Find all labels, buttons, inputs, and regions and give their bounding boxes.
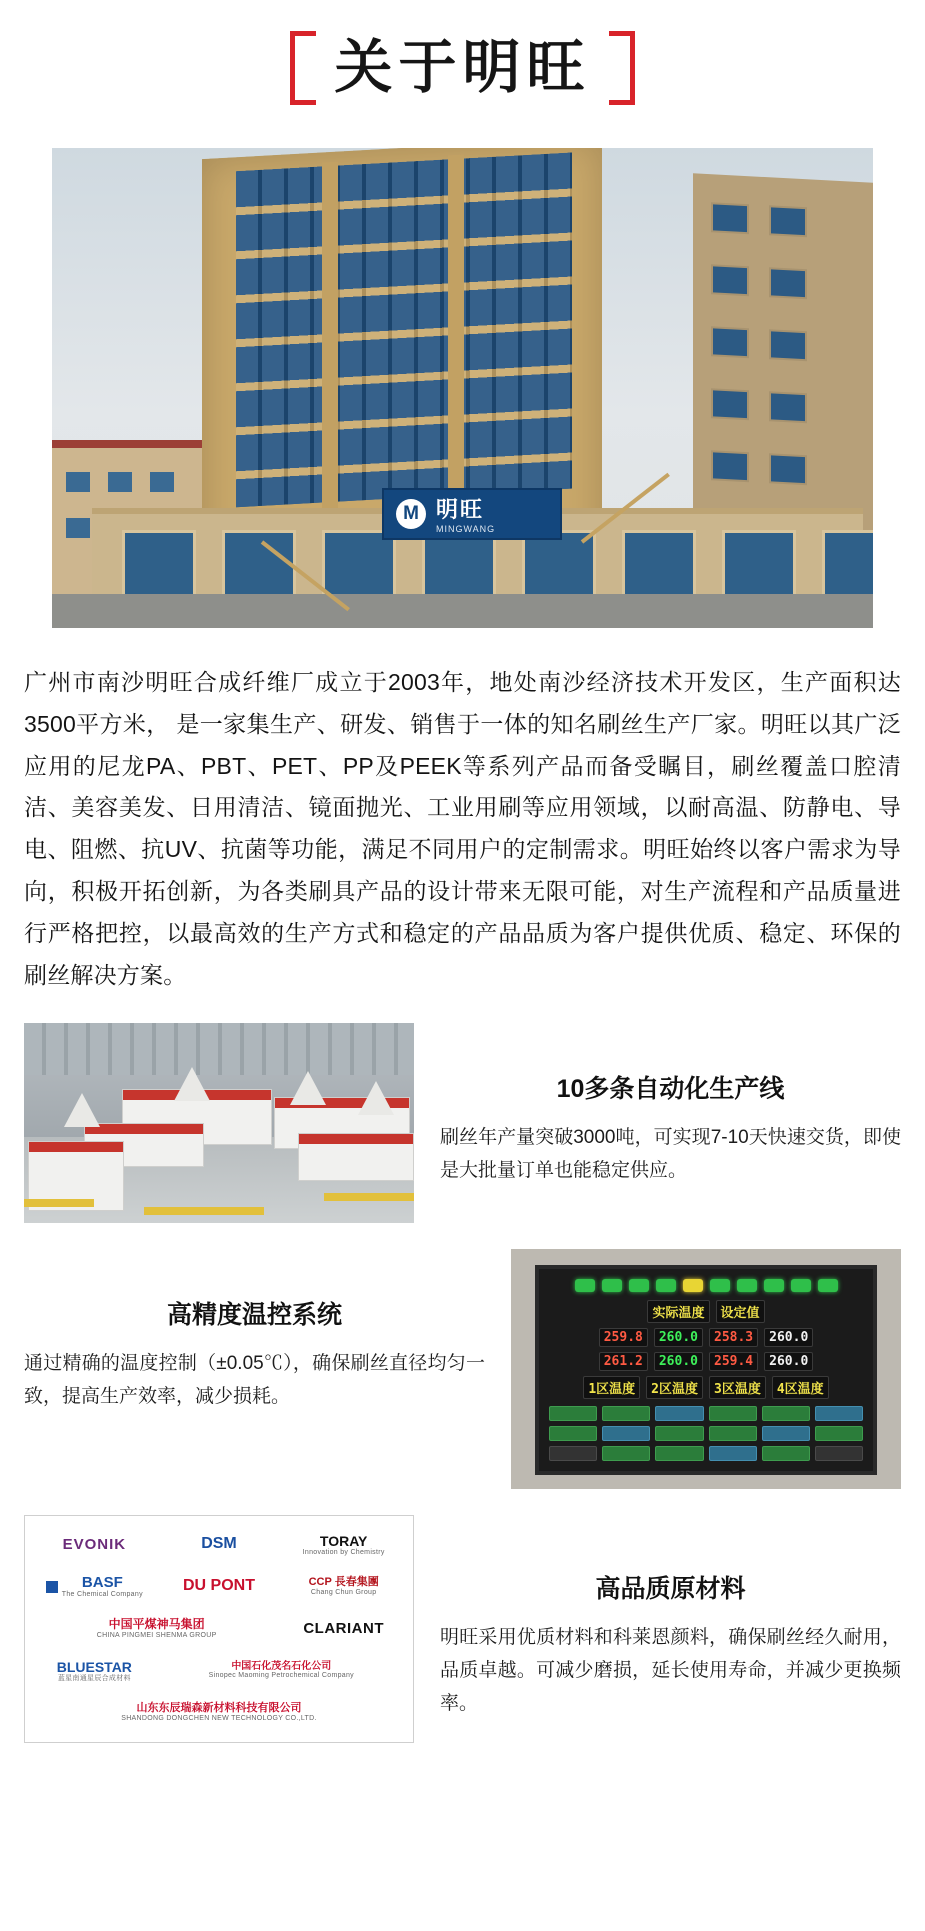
street-foreground (52, 594, 873, 628)
page-title-text: 关于明旺 (334, 35, 591, 100)
panel-button[interactable] (815, 1406, 863, 1421)
readout-value: 259.8 (599, 1328, 648, 1347)
readout-value: 260.0 (764, 1328, 813, 1347)
readout-value: 260.0 (654, 1328, 703, 1347)
signboard-english-name: MINGWANG (436, 524, 496, 535)
logo-dupont: DU PONT (182, 1577, 255, 1595)
zone-label: 3区温度 (709, 1376, 766, 1399)
logo-toray: TORAY Innovation by Chemistry (302, 1532, 385, 1556)
panel-button-grid[interactable] (549, 1406, 863, 1461)
hall-ceiling (24, 1023, 414, 1075)
readout-row-zone-labels (549, 1376, 863, 1399)
logo-basf: BASF The Chemical Company (37, 1572, 152, 1602)
mingwang-logo-icon: M (396, 499, 426, 529)
zone-label: 4区温度 (772, 1376, 829, 1399)
panel-button[interactable] (815, 1446, 863, 1461)
panel-button[interactable] (655, 1446, 703, 1461)
extrusion-machine (298, 1133, 414, 1181)
logo-sinopec-maoming: 中国石化茂名石化公司 Sinopec Maoming Petrochemical Company (208, 1660, 354, 1680)
logo-pingmei-shenma: 中国平煤神马集团 CHINA PINGMEI SHENMA GROUP (96, 1616, 217, 1639)
panel-button[interactable] (762, 1426, 810, 1441)
panel-button[interactable] (655, 1406, 703, 1421)
feature-body: 通过精确的温度控制（±0.05℃），确保刷丝直径均匀一致，提高生产效率，减少损耗。 (24, 1352, 485, 1407)
logo-dongchen-ruisen: 山东东辰瑞森新材料科技有限公司 SHANDONG DONGCHEN NEW TECHNOLOGY CO.,LTD. (121, 1702, 317, 1722)
panel-button[interactable] (602, 1446, 650, 1461)
company-intro-paragraph: 广州市南沙明旺合成纤维厂成立于2003年，地处南沙经济技术开发区，生产面积达3500平方米， 是一家集生产、研发、销售于一体的知名刷丝生产厂家。明旺以其广泛应用的尼龙PA、PBT、PET、PP及PEEK等系列产品而备受瞩目，刷丝覆盖口腔清洁、美容美发、日用清洁、镜面抛光、工业用刷等应用领域，以耐高温、防静电、导电、阻燃、抗UV、抗菌等功能，满足不同用户的定制需求。明旺始终以客户需求为导向，积极开拓创新，为各类刷具产品的设计带来无限可能，对生产流程和产品质量进行严格把控，以最高效的生产方式和稳定的产品品质为客户提供优质、稳定、环保的刷丝解决方案。 (24, 668, 901, 988)
readout-value: 259.4 (709, 1352, 758, 1371)
zone-label: 1区温度 (583, 1376, 640, 1399)
control-panel-photo (511, 1249, 901, 1489)
panel-button[interactable] (762, 1446, 810, 1461)
hopper-cone (290, 1071, 326, 1105)
panel-button[interactable] (709, 1406, 757, 1421)
readout-label: 设定值 (716, 1300, 765, 1323)
panel-button[interactable] (602, 1406, 650, 1421)
production-line-photo (24, 1023, 414, 1223)
feature-text-production-lines (440, 1023, 901, 1188)
page-title (290, 36, 634, 100)
readout-value: 261.2 (599, 1352, 648, 1371)
logo-dsm: DSM (201, 1535, 237, 1553)
feature-title: 10多条自动化生产线 (556, 1074, 785, 1103)
bracket-left-decoration (290, 31, 316, 105)
indicator-lamp-row (549, 1279, 863, 1292)
panel-button[interactable] (549, 1446, 597, 1461)
company-signboard (382, 488, 562, 540)
feature-body: 刷丝年产量突破3000吨，可实现7-10天快速交货，即使是大批量订单也能稳定供应。 (440, 1126, 901, 1181)
panel-button[interactable] (549, 1406, 597, 1421)
glass-curtain-wall (236, 152, 572, 507)
feature-body: 明旺采用优质材料和科莱恩颜料，确保刷丝经久耐用，品质卓越。可减少磨损，延长使用寿命，并减少更换频率。 (440, 1626, 901, 1715)
readout-value: 260.0 (764, 1352, 813, 1371)
hopper-cone (358, 1081, 394, 1115)
feature-raw-materials (24, 1515, 901, 1743)
logo-ccp: CCP 長春集團 Chang Chun Group (308, 1576, 379, 1596)
floor-marking (144, 1207, 264, 1215)
facade-strip (322, 161, 338, 512)
readout-value: 260.0 (654, 1352, 703, 1371)
readout-row-labels (549, 1300, 863, 1323)
floor-marking (24, 1199, 94, 1207)
logo-bluestar: BLUESTAR 蓝星南通星辰合成材料 (56, 1658, 132, 1682)
feature-title: 高品质原材料 (595, 1574, 746, 1603)
feature-production-lines (24, 1023, 901, 1223)
readout-row-1 (549, 1328, 863, 1347)
supplier-logo-wall (24, 1515, 414, 1743)
feature-text-temperature-control (24, 1249, 485, 1414)
control-panel-enclosure (535, 1265, 877, 1475)
hopper-cone (174, 1067, 210, 1101)
panel-button[interactable] (709, 1446, 757, 1461)
panel-button[interactable] (709, 1426, 757, 1441)
readout-row-2 (549, 1352, 863, 1371)
page-title-section (0, 0, 925, 118)
readout-value: 258.3 (709, 1328, 758, 1347)
feature-temperature-control (24, 1249, 901, 1489)
panel-button[interactable] (655, 1426, 703, 1441)
hopper-cone (64, 1093, 100, 1127)
panel-button[interactable] (815, 1426, 863, 1441)
readout-label: 实际温度 (647, 1300, 709, 1323)
signboard-chinese-name: 明旺 (436, 497, 485, 523)
feature-title: 高精度温控系统 (166, 1300, 342, 1329)
panel-button[interactable] (602, 1426, 650, 1441)
panel-button[interactable] (762, 1406, 810, 1421)
bracket-right-decoration (609, 31, 635, 105)
logo-clariant: CLARIANT (303, 1620, 384, 1638)
floor-marking (324, 1193, 414, 1201)
logo-evonik: EVONIK (62, 1536, 127, 1554)
zone-label: 2区温度 (646, 1376, 703, 1399)
factory-hall-background (24, 1023, 414, 1223)
facade-strip (448, 154, 464, 505)
feature-text-raw-materials (440, 1515, 901, 1721)
hero-building-photo (52, 148, 873, 628)
panel-button[interactable] (549, 1426, 597, 1441)
